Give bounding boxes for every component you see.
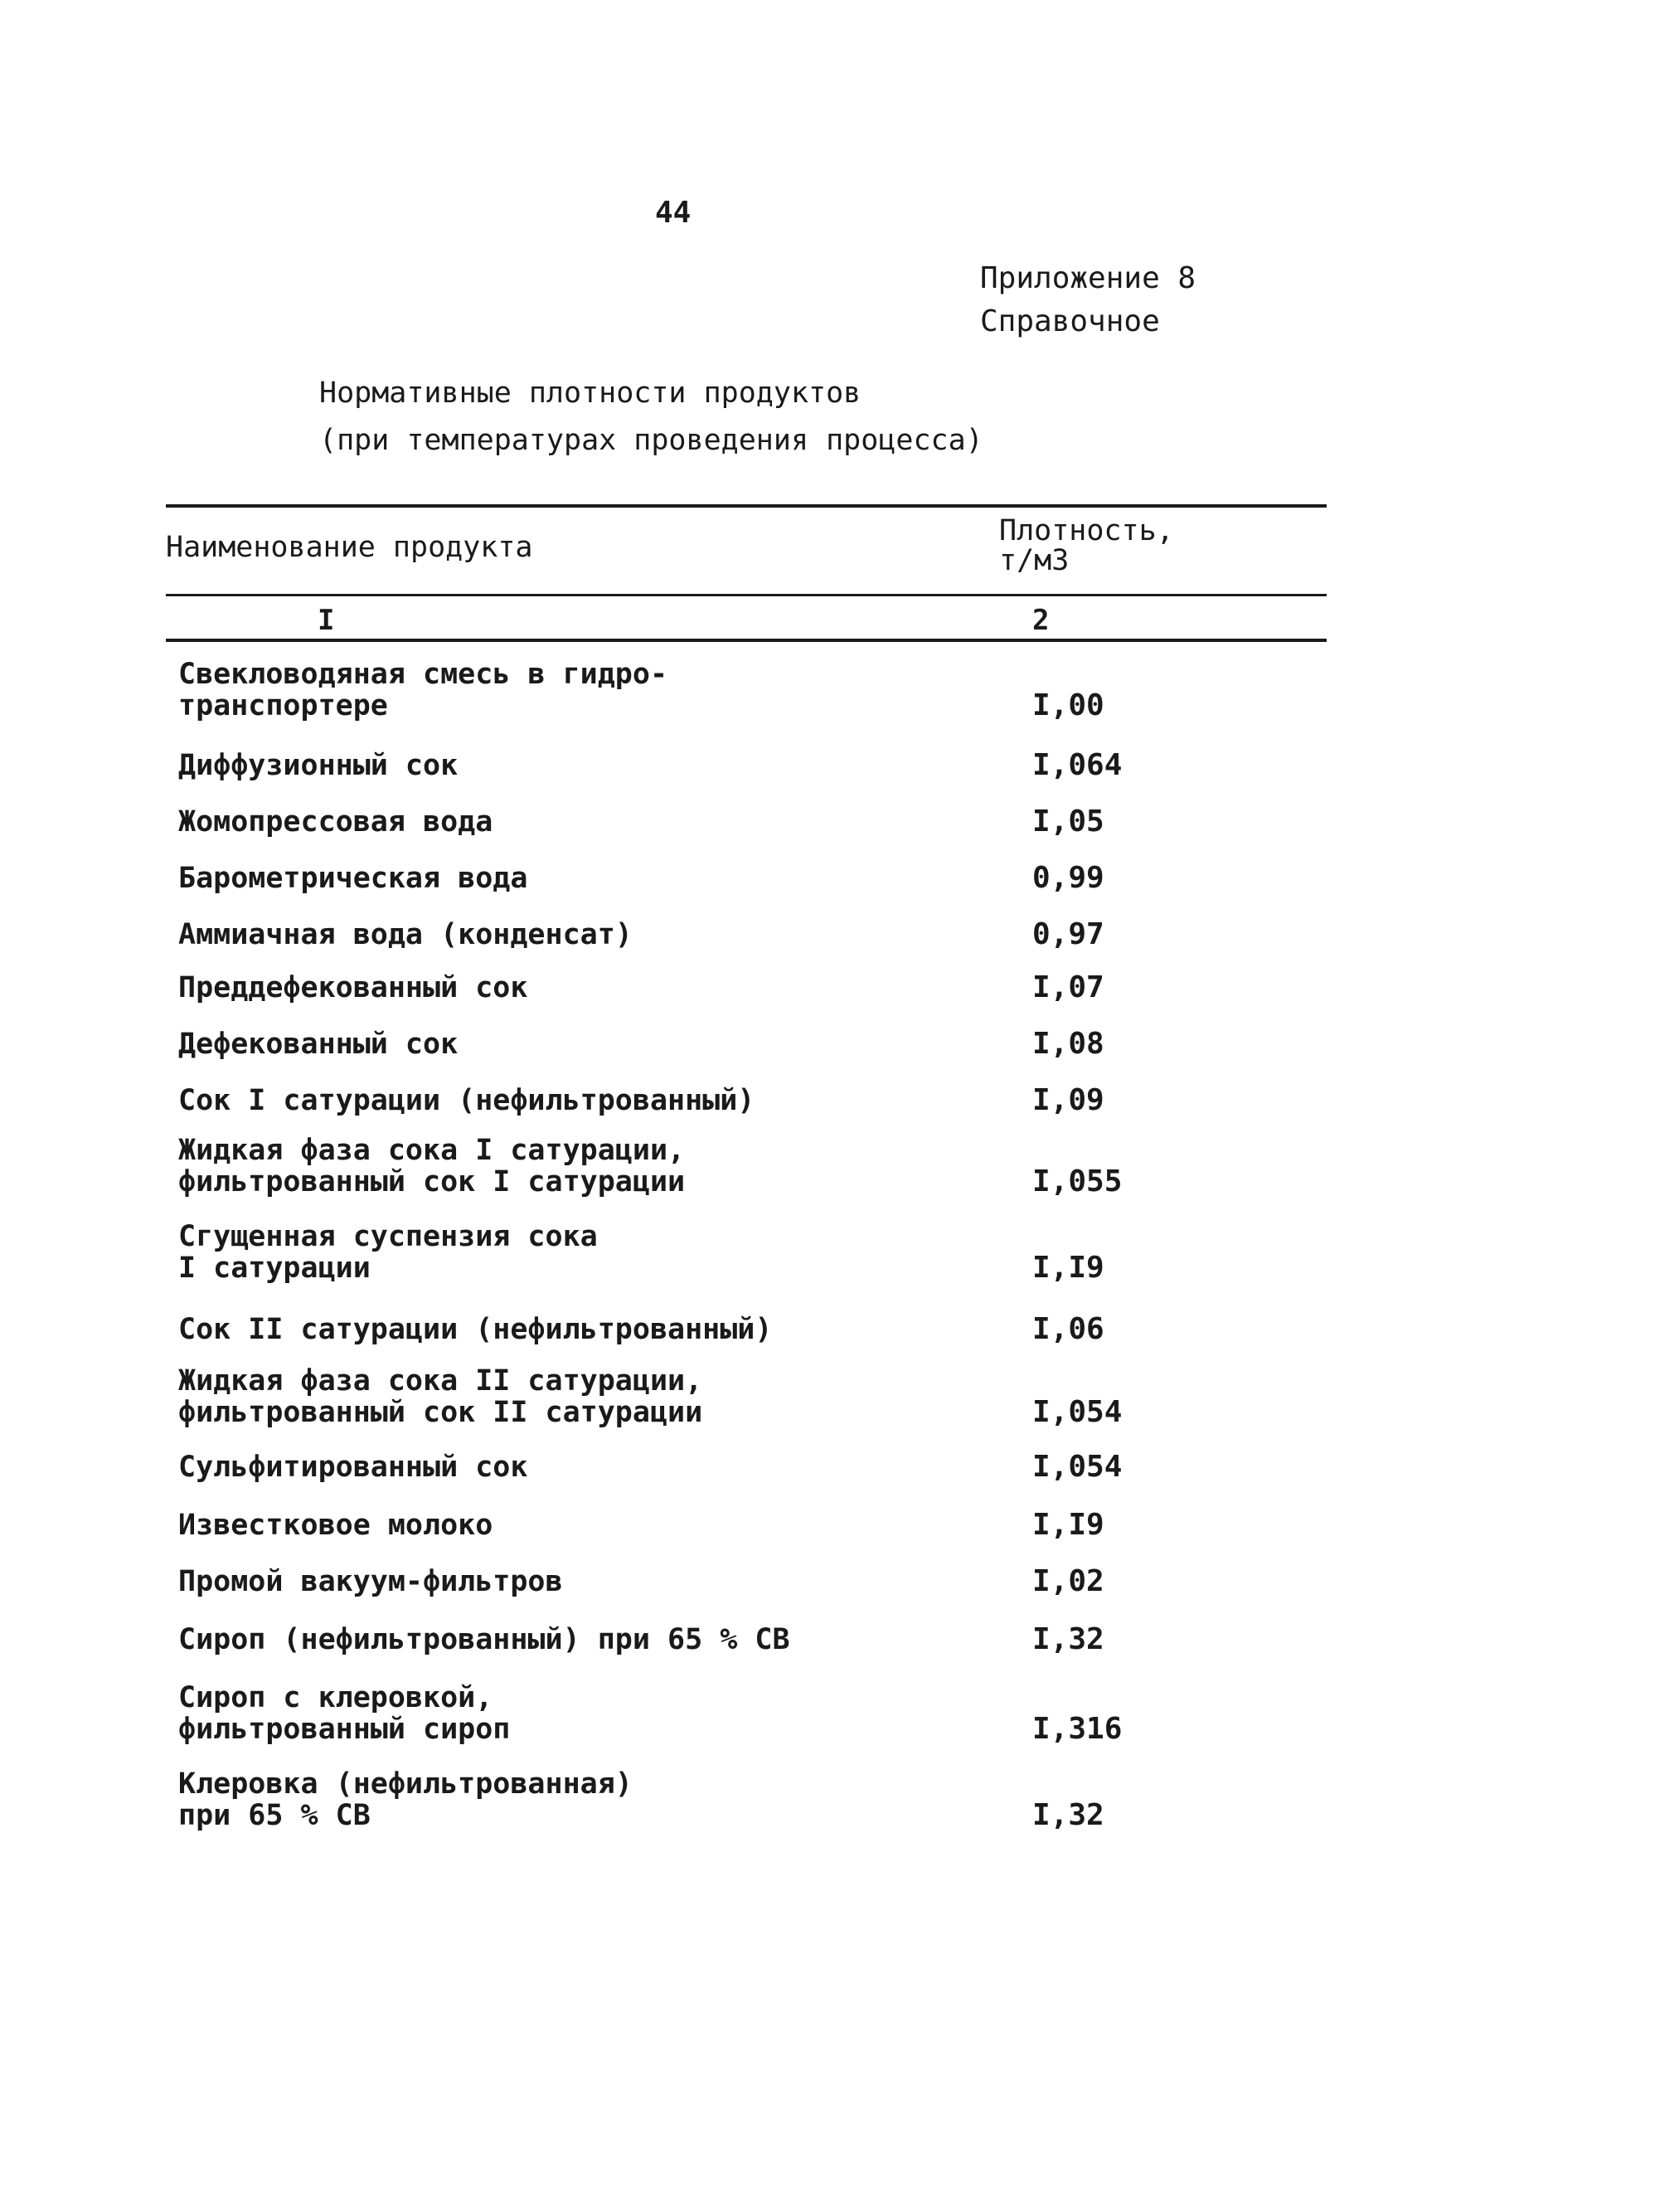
density-value: I,32 — [1032, 1798, 1104, 1832]
page-number: 44 — [655, 196, 692, 230]
density-value: I,054 — [1032, 1450, 1123, 1484]
product-name: Сок II сатурации (нефильтрованный) — [178, 1313, 773, 1346]
product-name: Дефекованный сок — [178, 1028, 459, 1061]
density-header-line-1: Плотность, — [999, 514, 1174, 547]
document-title — [319, 370, 983, 464]
product-name: Клеровка (нефильтрованная) при 65 % СВ — [178, 1767, 633, 1832]
table-row — [178, 1279, 1256, 1345]
product-name: Жомопрессовая вода — [178, 805, 493, 839]
density-value: I,054 — [1032, 1395, 1123, 1429]
density-value: I,05 — [1032, 805, 1104, 839]
density-value: I,316 — [1032, 1712, 1123, 1746]
product-name: Диффузионный сок — [178, 749, 459, 782]
product-name: Аммиачная вода (конденсат) — [178, 918, 633, 951]
product-name: Сок I сатурации (нефильтрованный) — [178, 1084, 755, 1117]
product-name: Сульфитированный сок — [178, 1451, 528, 1484]
table-row — [178, 1765, 1256, 1831]
appendix-label — [980, 257, 1196, 343]
table-row — [178, 1531, 1256, 1597]
title-line-1: Нормативные плотности продуктов — [319, 377, 861, 410]
density-value: I,02 — [1032, 1564, 1104, 1598]
table-row — [178, 1417, 1256, 1483]
column-numbers-rule — [166, 639, 1327, 642]
appendix-line-2: Справочное — [980, 304, 1160, 338]
product-name: Преддефекованный сок — [178, 971, 528, 1004]
density-value: I,I9 — [1032, 1508, 1104, 1542]
column-number-1: I — [318, 604, 335, 637]
appendix-line-1: Приложение 8 — [980, 261, 1196, 295]
density-value: I,08 — [1032, 1027, 1104, 1061]
product-name: Жидкая фаза сока II сатурации, фильтрованный сок II сатурации — [178, 1364, 703, 1429]
density-value: I,I9 — [1032, 1251, 1104, 1285]
column-number-2: 2 — [1032, 604, 1050, 637]
product-name: Сироп с клеровкой, фильтрованный сироп — [178, 1681, 511, 1746]
header-rule — [166, 594, 1327, 596]
density-value: 0,99 — [1032, 861, 1104, 895]
table-row — [178, 1131, 1256, 1198]
product-name: Известковое молоко — [178, 1509, 493, 1542]
density-value: I,00 — [1032, 688, 1104, 722]
product-name: Жидкая фаза сока I сатурации, фильтрованный сок I сатурации — [178, 1134, 686, 1198]
density-value: I,32 — [1032, 1622, 1104, 1656]
title-line-2: (при температурах проведения процесса) — [319, 424, 983, 457]
column-header-name: Наименование продукта — [166, 531, 533, 564]
product-name: Барометрическая вода — [178, 862, 528, 895]
table-row — [178, 1589, 1256, 1655]
density-value: I,06 — [1032, 1312, 1104, 1346]
product-name: Промой вакуум-фильтров — [178, 1565, 563, 1598]
density-value: 0,97 — [1032, 917, 1104, 951]
density-value: I,064 — [1032, 748, 1123, 782]
density-value: I,07 — [1032, 970, 1104, 1004]
density-header-line-2: т/м3 — [999, 544, 1070, 577]
table-row — [178, 1050, 1256, 1116]
product-name: Свекловодяная смесь в гидро- транспортере — [178, 658, 668, 722]
table-row — [178, 1679, 1256, 1745]
column-header-density — [999, 516, 1174, 576]
density-value: I,055 — [1032, 1164, 1123, 1198]
product-name: Сгущенная суспензия сока I сатурации — [178, 1220, 598, 1285]
product-name: Сироп (нефильтрованный) при 65 % СВ — [178, 1623, 790, 1656]
density-value: I,09 — [1032, 1083, 1104, 1117]
table-top-rule — [166, 504, 1327, 508]
table-row — [178, 655, 1256, 722]
table-row — [178, 1218, 1256, 1284]
